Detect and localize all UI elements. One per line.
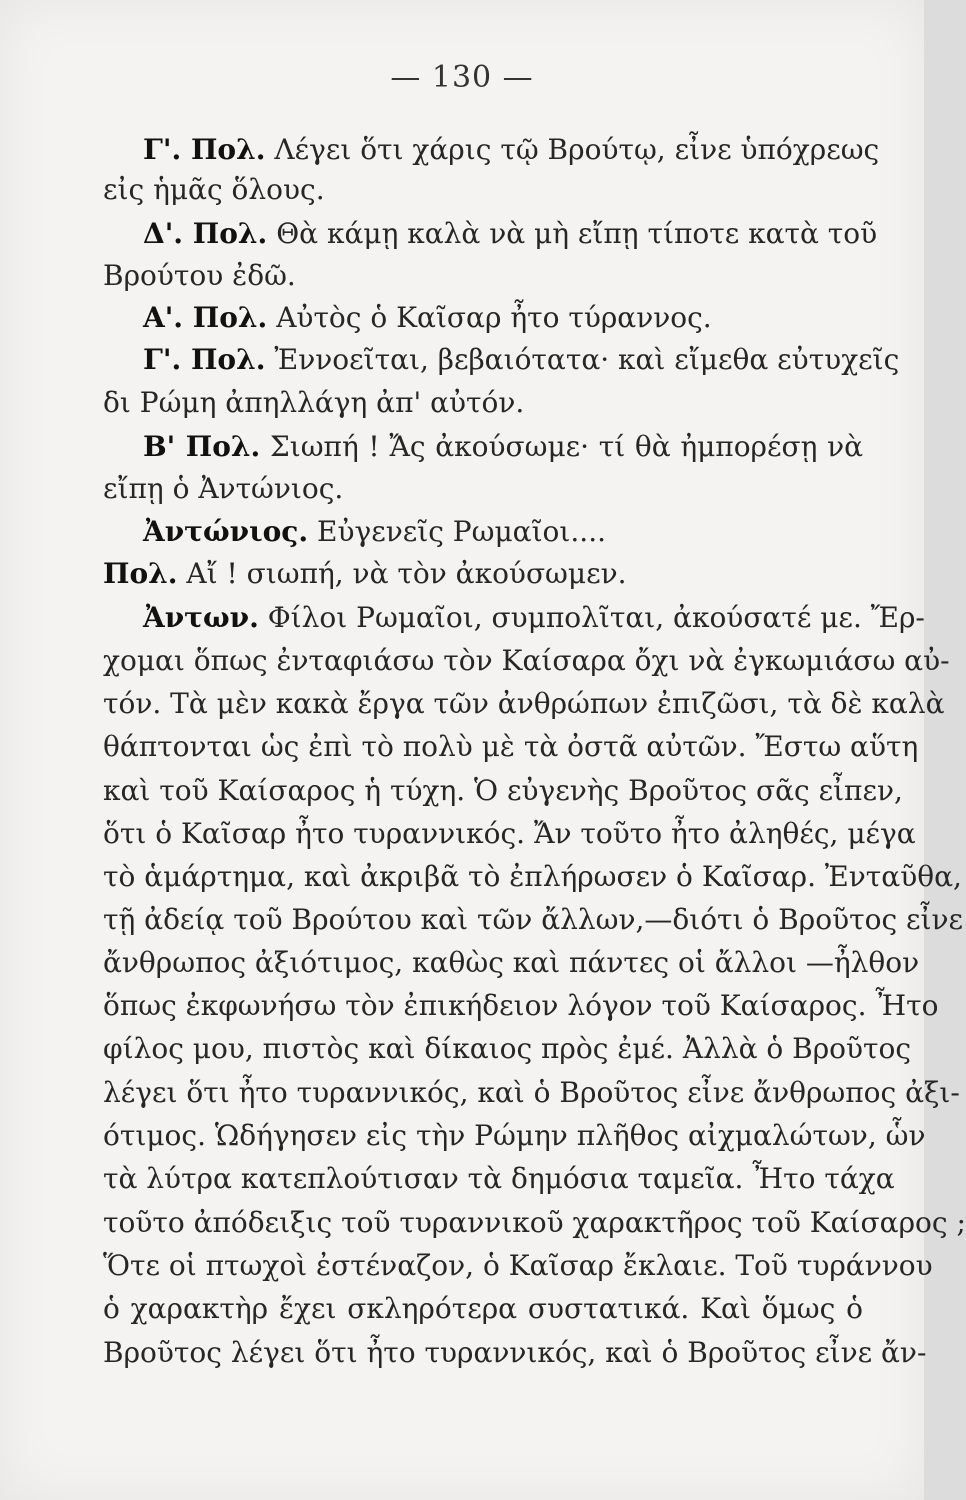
text-line bbox=[143, 300, 863, 336]
line-text: ότιμος. Ὡδήγησεν εἰς τὴν Ρώμην πλῆθος αἰχμαλώτων, ὧν bbox=[103, 1119, 926, 1152]
text-line bbox=[103, 686, 945, 722]
line-text: Βροῦτος λέγει ὅτι ἦτο τυραννικός, καὶ ὁ Βροῦτος εἶνε ἄν- bbox=[103, 1336, 927, 1369]
text-line bbox=[103, 1118, 926, 1154]
speaker-label: Γ'. Πολ. bbox=[143, 343, 266, 376]
line-text: τὰ λύτρα κατεπλούτισαν τὰ δημόσια ταμεῖα. Ἦτο τάχα bbox=[103, 1162, 895, 1195]
text-line bbox=[103, 729, 919, 765]
text-line bbox=[143, 216, 878, 252]
line-text: χομαι ὅπως ἐνταφιάσω τὸν Καίσαρα ὄχι νὰ ἐγκωμιάσω αὐ- bbox=[103, 644, 950, 677]
speaker-label: Δ'. Πολ. bbox=[143, 217, 268, 250]
text-line bbox=[103, 1075, 960, 1111]
text-line bbox=[143, 429, 863, 465]
text-line bbox=[103, 172, 863, 208]
text-line bbox=[103, 1031, 912, 1067]
text-line bbox=[103, 988, 939, 1024]
line-text: ὁ χαρακτὴρ ἔχει σκληρότερα συστατικά. Καὶ ὅμως ὁ bbox=[103, 1292, 863, 1325]
text-line bbox=[103, 643, 950, 679]
line-text: εἰς ἡμᾶς ὅλους. bbox=[103, 173, 325, 206]
line-text: δι Ρώμη ἀπηλλάγη ἀπ' αὐτόν. bbox=[103, 386, 525, 419]
line-text: Σιωπή ! Ἄς ἀκούσωμε· τί θὰ ἠμπορέσῃ νὰ bbox=[260, 430, 864, 463]
line-text: Ὅτε οἱ πτωχοὶ ἐστέναζον, ὁ Καῖσαρ ἔκλαιε. Τοῦ τυράννου bbox=[103, 1249, 933, 1282]
text-line bbox=[103, 556, 863, 592]
line-text: Λέγει ὅτι χάρις τῷ Βρούτῳ, εἶνε ὑπόχρεως bbox=[265, 133, 880, 166]
speaker-label: Α'. Πολ. bbox=[143, 301, 268, 334]
text-line bbox=[143, 342, 900, 378]
text-line bbox=[143, 132, 880, 168]
line-text: Αὐτὸς ὁ Καῖσαρ ἦτο τύραννος. bbox=[267, 301, 712, 334]
line-text: ἄνθρωπος ἀξιότιμος, καθὼς καὶ πάντες οἱ ἄλλοι —ἦλθον bbox=[103, 946, 920, 979]
line-text: καὶ τοῦ Καίσαρος ἡ τύχη. Ὁ εὐγενὴς Βροῦτος σᾶς εἶπεν, bbox=[103, 774, 903, 807]
text-line bbox=[103, 1248, 933, 1284]
speaker-label: Γ'. Πολ. bbox=[143, 133, 266, 166]
line-text: τὸ ἁμάρτημα, καὶ ἀκριβᾶ τὸ ἐπλήρωσεν ὁ Καῖσαρ. Ἐνταῦθα, bbox=[103, 860, 962, 893]
speaker-label: Ἀντων. bbox=[143, 601, 259, 634]
text-line bbox=[103, 1205, 966, 1241]
page-number: — 130 — bbox=[390, 60, 534, 95]
text-line bbox=[143, 514, 863, 550]
line-text: εἴπῃ ὁ Ἀντώνιος. bbox=[103, 472, 344, 505]
text-line bbox=[103, 816, 916, 852]
speaker-label: Ἀντώνιος. bbox=[143, 515, 309, 548]
text-line bbox=[103, 1161, 895, 1197]
line-text: Φίλοι Ρωμαῖοι, συμπολῖται, ἀκούσατέ με. Ἔρ- bbox=[258, 601, 925, 634]
text-line bbox=[103, 859, 962, 895]
line-text: τοῦτο ἀπόδειξις τοῦ τυραννικοῦ χαρακτῆρος τοῦ Καίσαρος ; bbox=[103, 1206, 966, 1239]
line-text: τῇ ἀδείᾳ τοῦ Βρούτου καὶ τῶν ἄλλων,—διότι ὁ Βροῦτος εἶνε bbox=[103, 903, 964, 936]
line-text: Θὰ κάμῃ καλὰ νὰ μὴ εἴπῃ τίποτε κατὰ τοῦ bbox=[267, 217, 878, 250]
line-text: θάπτονται ὡς ἐπὶ τὸ πολὺ μὲ τὰ ὀστᾶ αὐτῶν. Ἔστω αὕτη bbox=[103, 730, 919, 763]
speaker-label: Β' Πολ. bbox=[143, 430, 261, 463]
text-line bbox=[103, 1335, 927, 1371]
text-line bbox=[103, 258, 863, 294]
text-line bbox=[103, 1291, 863, 1327]
text-line bbox=[103, 945, 920, 981]
line-text: Εὐγενεῖς Ρωμαῖοι.... bbox=[308, 515, 606, 548]
text-line bbox=[103, 471, 863, 507]
line-text: λέγει ὅτι ἦτο τυραννικός, καὶ ὁ Βροῦτος εἶνε ἄνθρωπος ἀξι- bbox=[103, 1076, 960, 1109]
text-line bbox=[103, 773, 903, 809]
line-text: τόν. Τὰ μὲν κακὰ ἔργα τῶν ἀνθρώπων ἐπιζῶσι, τὰ δὲ καλὰ bbox=[103, 687, 945, 720]
line-text: ὅτι ὁ Καῖσαρ ἦτο τυραννικός. Ἄν τοῦτο ἦτο ἀληθές, μέγα bbox=[103, 817, 916, 850]
text-line bbox=[103, 902, 964, 938]
text-line bbox=[143, 600, 925, 636]
line-text: Αἴ ! σιωπή, νὰ τὸν ἀκούσωμεν. bbox=[177, 557, 627, 590]
line-text: ὅπως ἐκφωνήσω τὸν ἐπικήδειον λόγον τοῦ Καίσαρος. Ἦτο bbox=[103, 989, 939, 1022]
text-line bbox=[103, 385, 863, 421]
speaker-label: Πολ. bbox=[103, 557, 178, 590]
line-text: Βρούτου ἐδῶ. bbox=[103, 259, 296, 292]
line-text: φίλος μου, πιστὸς καὶ δίκαιος πρὸς ἐμέ. Ἀλλὰ ὁ Βροῦτος bbox=[103, 1032, 912, 1065]
line-text: Ἐννοεῖται, βεβαιότατα· καὶ εἴμεθα εὐτυχεῖς bbox=[265, 343, 900, 376]
